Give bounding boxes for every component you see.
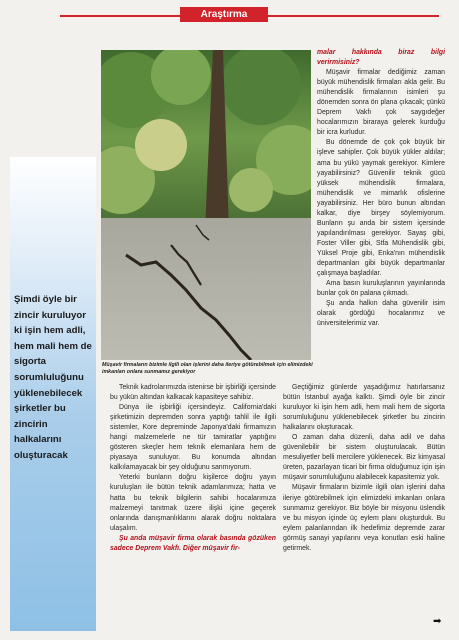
right-text-column-bottom (283, 383, 445, 554)
paragraph: Teknik kadrolarımızda istenirse bir işbirliği içersinde bu yükün altından kalkacak kapasiteye sahibiz. (110, 384, 276, 402)
paragraph: Müşavir firmaların bizimle ilgili olan işlerini daha ileriye götürebilmek için elimizdeki imkanları onlara sunmamız gerekiyor. Biz böyle bir misyonu üslendik ve bu misyon içinde üç eylem planı oluşturduk. Bu eylem palanlarından ilk hedefimiz depremde zarar görmüş sanayi yapılarını veya konutları eski haline getirmek. (283, 484, 445, 552)
paragraph: Geçtiğimiz günlerde yaşadığımız hatırlarsanız bütün İstanbul ayağa kalktı. Şimdi öyle bir zincir kuruluyor ki işin hem adli, hem mali hem de sigorta sorumluluğunu yüklenebilecek şirketler bu zincirin halkalarını oluşturacak. (283, 384, 445, 432)
earthquake-photo (101, 50, 311, 360)
paragraph: Şu anda halkın daha güvenilir isim olarak gördüğü hocalarımız ve üniversitelerimiz var. (317, 300, 445, 328)
paragraph: O zaman daha düzenli, daha adil ve daha güvenilebilir bir sistem oluşturulacak. Bütün mesuliyetler belli mercilere yüklenecek. Biz kimyasal üreten, pazarlayan ticari bir firma olduğumuz için işin müşavir sorumluluğunu alabilecek kapasitemiz yok. (283, 434, 445, 482)
right-text-column-top (317, 48, 445, 329)
pullquote-text: Şimdi öyle bir zincir kuruluyor ki işin hem adli, hem mali hem de sigorta sorumluluğunu yüklenebilecek şirketler bu zincirin halkalarını oluşturacak (14, 294, 92, 461)
section-label: Araştırma (180, 7, 268, 22)
paragraph: Ama basın kuruluşlarının yayınlarında bunlar çok ön palana çıkmadı. (317, 280, 445, 298)
interview-question: malar hakkında biraz bilgi verirmisiniz? (317, 49, 445, 67)
paragraph: Müşavir firmalar dediğimiz zaman büyük mühendislik firmaları akla gelir. Bu mühendislik firmalarının isimleri şu dönemden sonra ön plana çıkacak; çünkü Deprem Vakfı çok saygıdeğer hocalarımızın biraraya gelerek kurduğu bir icra kurludur. (317, 69, 445, 137)
interview-question: Şu anda müşavir firma olarak basında gözüken sadece Deprem Vakfı. Diğer müşavir fir- (110, 534, 276, 552)
paragraph: Dünya ile işbirliği içersindeyiz. California'daki şirketimizin depremden sonra yaptığı tahlil ile ilgili sistemler, Kore depreminde Japonya'daki firmamızın hangi malzemelerle ne tür tamiratlar yaptığını gösteren skeçler hem teknik elemanlara hem de piyasaya sunuluyor. Bu konumda altından kalkılamayacak bir şey olduğunu sanmıyorum. (110, 404, 276, 472)
photo-caption: Müşavir firmaların bizimle ilgili olan işlerini daha ileriye götürebilmek için elimizdeki imkanları onlara sunmamız gerekiyor (102, 362, 313, 375)
paragraph: Bu dönemde de çok çok büyük bir işleve sahipler. Çok büyük yükler aldılar; ama bu yükü yaymak gerekiyor. Kimlere yayabilirsiniz? Güvenilir teknik gücü yüksek mühendislik firmalara, mühendislik ve mimarlık ofislerine yayabilirsiniz. Her büro bunun altından kalkar, diye birşey söylemiyorum. Bunların şu anda bir sistem içersinde yapılandırılması gerekiyor. Sayaş gibi, Foster Viller gibi, Stfa Mühendislik gibi, Yüksel Proje gibi, Enka'nın mühendislik departmanları gibi büyük departmanlar çalışmaya başladılar. (317, 139, 445, 278)
left-text-column (110, 383, 276, 554)
paragraph: Yeterki bunların doğru kişilerce doğru yayın kuruluşları ile bütün teknik adamlarımıza; hatta ve hatta bu teknik bilgilerin sahibi hocalarımıza malzemeyi tanıtmak üzere ilişki içine geçerek onlarında danışmanlıklarını alarak doğru noktalara ulaşalım. (110, 474, 276, 532)
continue-arrow-icon: ➡ (433, 616, 442, 627)
cracked-road-image (101, 50, 311, 360)
